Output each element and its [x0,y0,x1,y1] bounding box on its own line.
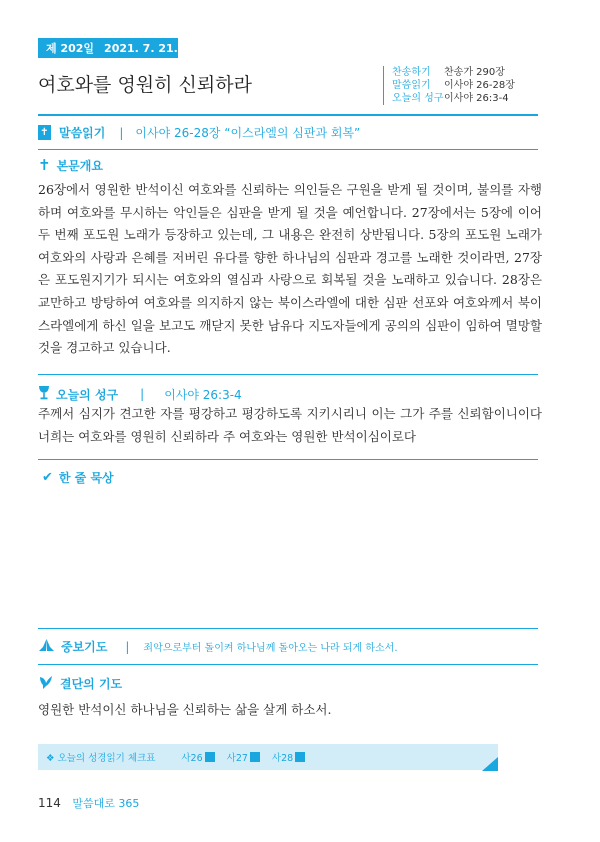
divider [38,664,538,665]
separator: | [119,125,124,140]
verse-section-header [38,385,242,403]
cross-box-icon: ✝ [38,125,51,140]
reading-section-header [38,124,360,141]
reading-row [392,79,572,92]
page-footer [38,795,139,811]
dove-icon [38,674,54,693]
divider [38,149,538,150]
overview-body: 26장에서 영원한 반석이신 여호와를 신뢰하는 의인들은 구원을 받게 될 것이며, 불의를 자행하며 여호와를 무시하는 악인들은 심판을 받게 될 것을 예언합니다. 27장에서는 5장에 이어 두 번째 포도원 노래가 등장하고 있는데, 그 내용은 완전히 상반됩니다. 5장의 포도원 노래가 여호와의 사랑과 은혜를 저버린 유다를 향한 하나님의 심판과 경고를 노래한 것이라면, 27장은 포도원지기가 되시는 여호와의 열심과 사랑으로 회복될 것을 노래하고 있습니다. 28장은 교만하고 방탕하여 여호와를 의지하지 않는 북이스라엘에 대한 심판 선포와 여호와께서 북이스라엘에게 하신 일을 보고도 깨닫지 못한 남유다 지도자들에게 공의의 심판이 임하여 멸망할 것을 경고하고 있습니다. [38,182,542,356]
reading-row [392,92,572,105]
reading-checklist [38,744,498,770]
day-date: 2021. 7. 21. 수 [104,42,193,55]
section-subtitle: 이사야 26-28장 “이스라엘의 심판과 회복” [135,126,361,140]
divider [38,459,538,460]
section-title: 말씀읽기 [59,126,106,140]
section-title: 본문개요 [56,158,103,173]
section-title: 오늘의 성구 [56,387,119,402]
chapter-label: 사27 [226,753,248,764]
intercession-section-header [38,638,398,655]
reading-value: 찬송가 290장 [444,67,505,78]
corner-fold-icon [482,757,498,771]
separator: | [140,387,145,401]
checklist-title-text: 오늘의 성경읽기 체크표 [57,753,156,764]
reading-label: 말씀읽기 [392,80,431,91]
chapter-label: 사26 [181,753,203,764]
day-tag [38,38,193,58]
praying-hands-icon [38,638,55,655]
checklist-item[interactable] [181,750,214,764]
checklist-title [46,750,155,764]
diamond-icon: ❖ [46,753,55,764]
book-title: 말씀대로 365 [72,797,140,810]
checklist-item[interactable] [227,750,260,764]
separator: | [125,639,130,654]
checkbox[interactable] [205,752,215,762]
checkbox[interactable] [295,752,305,762]
section-title: 중보기도 [61,640,108,654]
page-number: 114 [38,796,61,810]
divider [38,114,538,116]
day-number: 제 202일 [46,42,95,55]
reading-label: 오늘의 성구 [392,93,444,104]
reading-label: 찬송하기 [392,67,431,78]
overview-section-header [38,156,103,174]
section-title: 결단의 기도 [60,677,123,691]
checkbox[interactable] [250,752,260,762]
section-subtitle: 죄악으로부터 돌이켜 하나님께 돌아오는 나라 되게 하소서. [143,643,398,654]
page-title: 여호와를 영원히 신뢰하라 [38,74,252,96]
chapter-label: 사28 [271,753,294,764]
meditation-section-header [42,469,114,486]
section-subtitle: 이사야 26:3-4 [164,387,242,402]
chalice-icon [38,385,50,403]
section-title: 한 줄 묵상 [58,471,114,485]
reading-value: 이사야 26-28장 [444,80,515,91]
resolution-section-header [38,674,122,693]
resolution-body: 영원한 반석이신 하나님을 신뢰하는 삶을 살게 하소서. [38,702,332,717]
reading-row [392,66,572,79]
divider [38,374,538,375]
checklist-item[interactable] [272,750,305,764]
checkmark-icon: ✔ [42,470,53,485]
readings-box [383,66,572,105]
reading-value: 이사야 26:3-4 [444,93,509,104]
verse-body: 주께서 심지가 견고한 자를 평강하고 평강하도록 지키시리니 이는 그가 주를 신뢰함이니이다 너희는 여호와를 영원히 신뢰하라 주 여호와는 영원한 반석이심이로다 [38,406,542,444]
divider [38,628,538,629]
cross-icon: ✝ [38,156,51,174]
